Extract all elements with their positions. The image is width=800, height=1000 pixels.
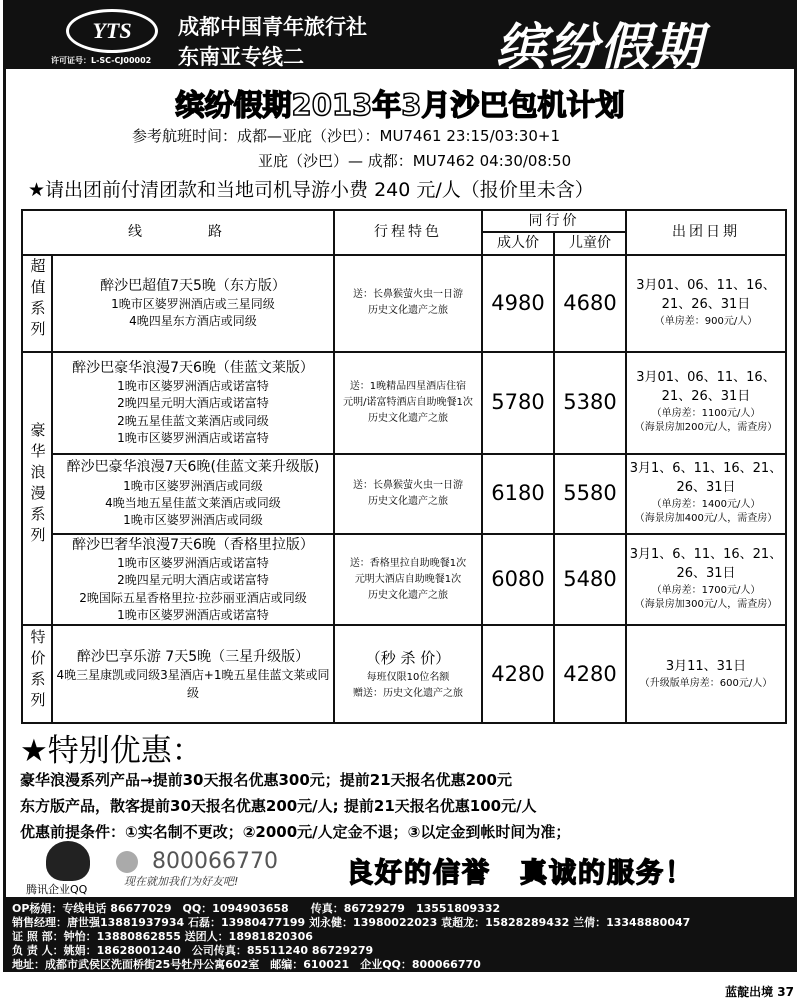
license-number: 许可证号：L-SC-CJ00002 [51,56,152,65]
contact-footer [6,897,794,969]
hotel-line: 1晚市区婆罗洲酒店或诺富特 [117,555,269,570]
company-name: 成都中国青年旅行社 [178,15,367,39]
departure-dates [626,352,786,454]
qq-penguin-icon [46,841,90,881]
route-title: 醉沙巴豪华浪漫7天6晚(佳蓝文莱升级版) [66,459,320,476]
header-route: 线 路 [22,210,334,255]
route-title: 醉沙巴享乐游 7天5晚（三星升级版） [76,648,310,665]
surcharge-note: （海景房加200元/人，需查房） [634,422,778,434]
surcharge-note: （单房差：900元/人） [654,315,758,327]
hotel-line: 1晚市区婆罗洲酒店或诺富特 [117,378,269,393]
date-list: 3月11、31日 [665,658,747,674]
surcharge-note: （海景房加300元/人，需查房） [634,599,778,611]
child-price: 5580 [554,454,626,534]
table-row [22,352,786,454]
departure-dates [626,255,786,352]
feature-line: 元明/诺富特酒店自助晚餐1次 [343,396,473,408]
qq-number: 800066770 [152,849,278,874]
footer-line: OP杨娟：专线电话 86677029 QQ：1094903658 传真：86729279 13551809332 [12,902,501,915]
child-price: 4680 [554,255,626,352]
feature-cell [334,255,482,352]
table-row [22,255,786,352]
footer-line: 地址：成都市武侯区洗面桥街25号牡丹公寓602室 邮编：610021 企业QQ：800066770 [12,958,481,971]
feature-line: 历史文化遗产之旅 [368,305,448,317]
hotel-line: 1晚市区婆罗洲酒店或三星同级 [111,296,275,311]
header-date: 出团日期 [626,210,786,255]
hotel-line: 1晚市区婆罗洲酒店或同级 [123,478,263,493]
route-title: 醉沙巴超值7天5晚（东方版） [100,277,286,294]
hotel-line: 1晚市区婆罗洲酒店或诺富特 [117,608,269,623]
hotel-line: 2晚国际五星香格里拉·拉莎丽亚酒店或同级 [79,590,307,605]
page-number: 蓝靛出境 37 [725,985,794,999]
hotel-line: 1晚市区婆罗洲酒店或诺富特 [117,431,269,446]
surcharge-note: （升级版单房差：600元/人） [639,677,773,689]
table-row [22,534,786,626]
adult-price: 4280 [482,625,554,723]
table-row [22,454,786,534]
company-logo: YTS [66,9,158,53]
hotel-line: 2晚五星佳蓝文莱酒店或同级 [117,413,269,428]
tip-notice: ★请出团前付清团款和当地司机导游小费 240 元/人（报价里未含） [28,179,594,201]
series-label: 特价系列 [28,629,47,714]
feature-cell [334,534,482,626]
adult-price: 6180 [482,454,554,534]
ad-frame [3,0,797,972]
feature-line: 送：1晚精品四星酒店住宿 [349,380,467,392]
feature-line: 每班仅限10位名额 [366,672,450,684]
hotel-line: 1晚市区婆罗洲酒店或同级 [123,513,263,528]
departure-dates [626,454,786,534]
child-price: 5380 [554,352,626,454]
child-price: 4280 [554,625,626,723]
hotel-line: 4晚四星东方酒店或同级 [129,314,257,329]
service-slogan: 良好的信誉 真诚的服务！ [346,858,694,889]
series-cell [22,255,52,352]
surcharge-note: （单房差：1700元/人） [651,584,761,596]
header-child: 儿童价 [554,232,626,254]
series-cell [22,625,52,723]
header-feature: 行程特色 [334,210,482,255]
feature-line: 历史文化遗产之旅 [368,589,448,601]
adult-price: 4980 [482,255,554,352]
hotel-line: 4晚当地五星佳蓝文莱酒店或同级 [105,496,281,511]
qq-label: 腾讯企业QQ [26,883,88,896]
hotel-line: 2晚四星元明大酒店或诺富特 [117,396,269,411]
hotel-line: 2晚四星元明大酒店或诺富特 [117,573,269,588]
feature-line: 送：长鼻猴萤火虫一日游 [353,479,463,491]
adult-price: 6080 [482,534,554,626]
surcharge-note: （海景房加400元/人，需查房） [634,513,778,525]
departure-dates [626,534,786,626]
qq-slogan: 现在就加我们为好友吧! [124,875,239,888]
feature-line: 送：长鼻猴萤火虫一日游 [353,289,463,301]
promo-line: 豪华浪漫系列产品→提前30天报名优惠300元；提前21天报名优惠200元 [20,771,512,789]
promo-line: 优惠前提条件：①实名制不更改；②2000元/人定金不退；③以定金到帐时间为准； [20,823,571,841]
department-name: 东南亚专线二 [178,45,304,69]
table-row [22,625,786,723]
adult-price: 5780 [482,352,554,454]
tour-price-table [21,209,787,724]
promo-line: 东方版产品，散客提前30天报名优惠200元/人; 提前21天报名优惠100元/人 [20,797,537,815]
feature-cell [334,352,482,454]
series-label: 超值系列 [28,257,47,342]
footer-line: 证 照 部：钟怡：13880862855 送团人：18981820306 [12,930,313,943]
chat-bubble-icon [116,851,138,873]
feature-line: 元明大酒店自助晚餐1次 [354,573,462,585]
header-band [6,3,794,76]
route-cell [52,352,334,454]
footer-line: 负 责 人：姚娟：18628001240 公司传真：85511240 86729279 [12,944,374,957]
child-price: 5480 [554,534,626,626]
promo-heading: ★特别优惠： [20,733,203,769]
header-adult: 成人价 [482,232,554,254]
surcharge-note: （单房差：1400元/人） [651,498,761,510]
date-list: 3月01、06、11、16、21、26、31日 [636,370,776,405]
flash-sale-label: （秒 杀 价） [365,649,451,668]
date-list: 3月1、6、11、16、21、26、31日 [629,461,783,496]
feature-line: 历史文化遗产之旅 [368,412,448,424]
route-title: 醉沙巴豪华浪漫7天6晚（佳蓝文莱版） [72,359,314,376]
route-cell [52,255,334,352]
feature-line: 赠送：历史文化遗产之旅 [353,688,463,700]
surcharge-note: （单房差：1100元/人） [651,407,761,419]
page-title: 缤纷假期2013年3月沙巴包机计划 [175,88,625,122]
feature-line: 历史文化遗产之旅 [368,495,448,507]
feature-line: 送：香格里拉自助晚餐1次 [349,557,467,569]
date-list: 3月1、6、11、16、21、26、31日 [629,547,783,582]
brand-title: 缤纷假期 [496,18,704,76]
feature-cell [334,625,482,723]
feature-cell [334,454,482,534]
hotel-line: 4晚三星康凯或同级3星酒店+1晚五星佳蓝文莱或同级 [56,668,330,700]
route-cell [52,534,334,626]
flight-return: 亚庇（沙巴）— 成都：MU7462 04:30/08:50 [258,152,572,170]
footer-line: 销售经理：唐世强13881937934 石磊：13980477199 刘永健：13980022023 袁超龙：15828289432 兰倩：13348880047 [12,916,691,929]
route-title: 醉沙巴奢华浪漫7天6晚（香格里拉版） [72,536,314,553]
route-cell [52,625,334,723]
flight-outbound: 参考航班时间：成都—亚庇（沙巴）：MU7461 23:15/03:30+1 [132,127,560,145]
route-cell [52,454,334,534]
series-cell [22,352,52,626]
date-list: 3月01、06、11、16、21、26、31日 [636,278,776,312]
departure-dates [626,625,786,723]
series-label: 豪华浪漫系列 [28,422,47,549]
header-price: 同行价 [482,210,626,232]
